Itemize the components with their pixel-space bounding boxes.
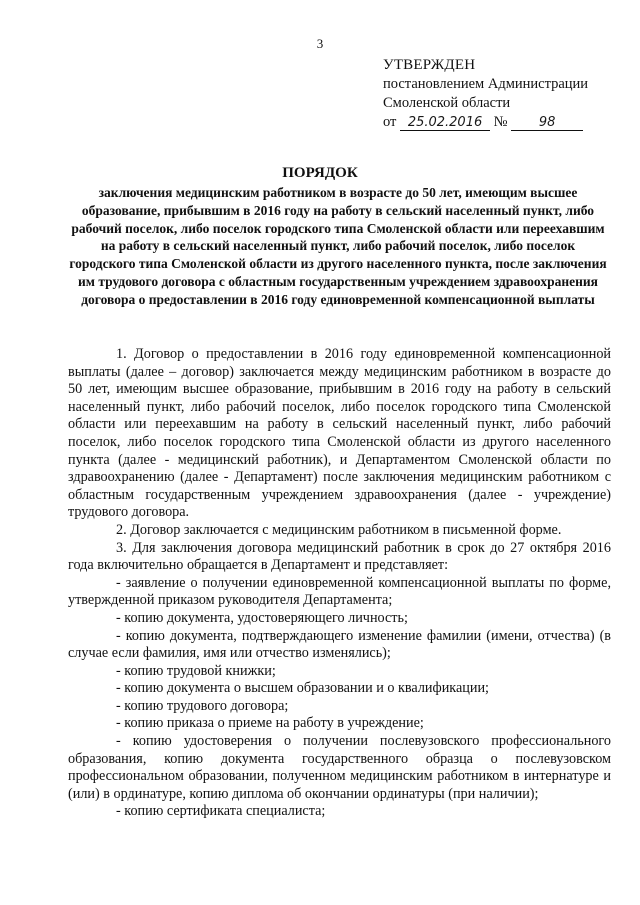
- document-title: ПОРЯДОК: [282, 165, 358, 181]
- date-prefix: от: [383, 114, 397, 130]
- paragraph-1: 1. Договор о предоставлении в 2016 году единовременной компенсационной выплаты (далее – договор) заключается между медицинским работником в возрасте до 50 лет, имеющим высшее образование, прибывшим в 2016 году на работу в сельский населенный пункт, либо рабочий поселок, либо поселок городского типа Смоленской области или переехавшим на работу в сельский населенный пункт, либо рабочий поселок, либо поселок городского типа Смоленской области из другого населенного пункта (далее - медицинский работник), и Департаментом Смоленской области по здравоохранению (далее - Департамент) после заключения медицинским работником с областным государственным учреждением здравоохранения (далее - учреждение) трудового договора.: [68, 346, 611, 521]
- approval-number: 98: [511, 115, 583, 131]
- list-item: - копию трудового договора;: [116, 697, 289, 714]
- document-body: [68, 346, 611, 821]
- list-item: - копию документа о высшем образовании и о квалификации;: [116, 680, 489, 697]
- approval-title: УТВЕРЖДЕН: [383, 57, 476, 73]
- approval-date: 25.02.2016: [400, 115, 490, 131]
- approval-line-1: постановлением Администрации: [383, 76, 589, 92]
- approval-stamp: [383, 56, 623, 132]
- list-item: - копию удостоверения о получении послевузовского профессионального образования, копию документа государственного образца о послевузовском профессиональном образовании, полученном медицинским работником в интернатуре и (или) в ординатуре, копию диплома об окончании ординатуры (при наличии);: [68, 733, 611, 802]
- paragraph-2: 2. Договор заключается с медицинским работником в письменной форме.: [116, 521, 562, 538]
- page-number: 3: [316, 36, 324, 51]
- list-item: - копию сертификата специалиста;: [116, 803, 326, 820]
- list-item: - копию трудовой книжки;: [116, 662, 276, 679]
- number-prefix: №: [493, 114, 508, 130]
- list-item: - копию приказа о приеме на работу в учреждение;: [116, 715, 424, 732]
- paragraph-3: 3. Для заключения договора медицинский работник в срок до 27 октября 2016 года включительно обращается в Департамент и представляет:: [68, 539, 611, 574]
- approval-date-line: [383, 113, 623, 132]
- list-item: - копию документа, удостоверяющего личность;: [116, 609, 408, 626]
- list-item: - заявление о получении единовременной компенсационной выплаты по форме, утвержденной приказом руководителя Департамента;: [68, 574, 611, 609]
- approval-line-2: Смоленской области: [383, 95, 511, 111]
- document-subtitle: заключения медицинским работником в возрасте до 50 лет, имеющим высшее образование, прибывшим в 2016 году на работу в сельский населенный пункт, либо рабочий поселок, либо поселок городского типа Смоленской области или переехавшим на работу в сельский населенный пункт, либо рабочий поселок, либо поселок городского типа Смоленской области из другого населенного пункта, после заключения им трудового договора с областным государственным учреждением здравоохранения договора о предоставлении в 2016 году единовременной компенсационной выплаты: [69, 185, 607, 307]
- list-item: - копию документа, подтверждающего изменение фамилии (имени, отчества) (в случае если фамилия, имя или отчество изменялись);: [68, 627, 611, 662]
